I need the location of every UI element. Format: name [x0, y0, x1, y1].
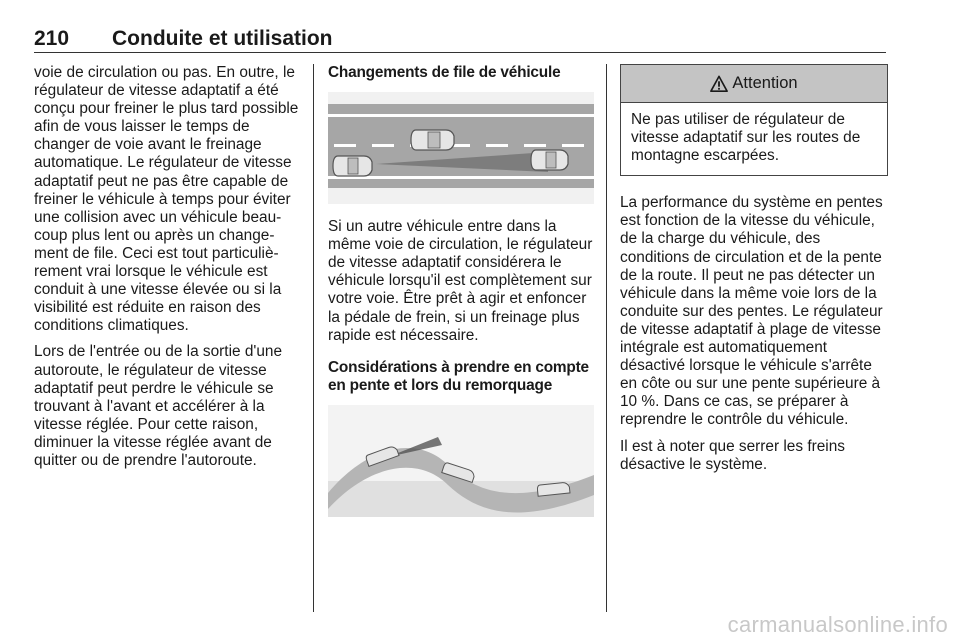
column-middle [328, 64, 594, 531]
attention-title: Attention [732, 74, 798, 93]
attention-text: Ne pas utiliser de régulateur de vitesse adaptatif sur les routes de montagne escarpées. [631, 111, 861, 165]
paragraph: La performance du système en pentes est fonction de la vitesse du véhicule, de la charge du véhicule, des conditions de circulation et de la pente de la route. Il peut ne pas détecter un véhicule dans la même voie lors de la conduite sur des pentes. Le régulateur de vitesse adaptatif à plage de vitesse intégrale est automatiquement désactivé lorsque le véhicule s'arrête en côte ou sur une pente supérieure à 10 %. Dans ce cas, se préparer à reprendre le contrôle du véhicule. [620, 194, 883, 429]
car-icon [333, 156, 372, 176]
warning-triangle-icon [710, 75, 728, 93]
section-title: Conduite et utilisation [112, 27, 333, 50]
paragraph: Si un autre véhicule entre dans la même voie de circulation, le régulateur de vitesse adaptatif considérera le véhicule lorsqu'il est complètement sur votre voie. Être prêt à agir et enfoncer la pédale de frein, si un freinage plus rapide est nécessaire. [328, 218, 593, 344]
page-number: 210 [34, 27, 70, 50]
page-header [34, 27, 886, 53]
lane-change-illustration [328, 92, 594, 204]
attention-header [621, 65, 887, 103]
attention-box [620, 64, 888, 176]
header-rule [34, 52, 886, 53]
paragraph: Lors de l'entrée ou de la sortie d'une autoroute, le régulateur de vitesse adaptatif peut perdre le véhicule se trouvant à l'avant et accélérer à la vitesse réglée. Pour cette raison, diminuer la vitesse réglée avant de quitter ou de prendre l'autoroute. [34, 343, 283, 469]
column-left [34, 64, 300, 478]
paragraph: voie de circulation ou pas. En outre, le régulateur de vitesse adaptatif a été conçu pour freiner le plus tard possible afin de vous laisser le temps de changer de voie avant le freinage automatique. Le régulateur de vitesse adaptatif peut ne pas être capable de freiner le véhicule à temps pour éviter une collision avec un véhicule beaucoup plus lent ou après un changement de file. Ceci est tout particulièrement vrai lorsque le véhicule est conduit à une vitesse élevée ou si la visibilité est réduite en raison des conditions climatiques. [34, 64, 299, 335]
section-heading: Changements de file de véhicule [328, 64, 561, 81]
hill-driving-illustration [328, 405, 594, 517]
column-divider [606, 64, 607, 612]
column-divider [313, 64, 314, 612]
watermark: carmanualsonline.info [727, 612, 948, 637]
section-heading: Considérations à prendre en compte en pente et lors du remorquage [328, 358, 589, 394]
column-right [620, 64, 888, 482]
paragraph: Il est à noter que serrer les freins désactive le système. [620, 437, 845, 473]
